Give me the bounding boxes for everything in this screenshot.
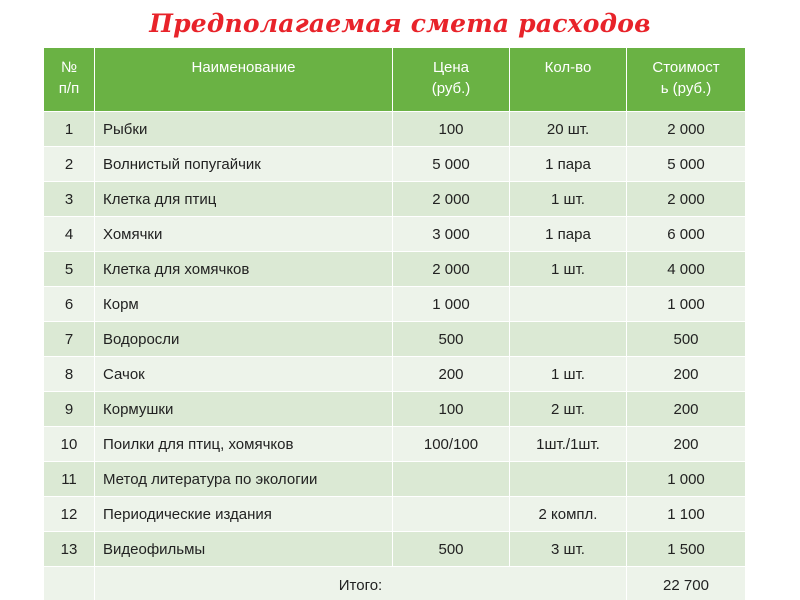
cell-cost: 200 xyxy=(627,392,746,427)
cell-price: 100/100 xyxy=(393,427,510,462)
cell-qty: 1шт./1шт. xyxy=(510,427,627,462)
cell-name: Поилки для птиц, хомячков xyxy=(95,427,393,462)
table-row xyxy=(44,392,746,427)
cell-num: 8 xyxy=(44,357,95,392)
cell-price: 500 xyxy=(393,532,510,567)
cell-cost: 500 xyxy=(627,322,746,357)
table-row xyxy=(44,322,746,357)
cell-qty: 2 компл. xyxy=(510,497,627,532)
cell-name: Хомячки xyxy=(95,217,393,252)
cell-qty xyxy=(510,287,627,322)
cell-num: 13 xyxy=(44,532,95,567)
cell-qty: 1 пара xyxy=(510,217,627,252)
cell-qty: 1 пара xyxy=(510,147,627,182)
table-row xyxy=(44,357,746,392)
table-row xyxy=(44,217,746,252)
cell-cost: 200 xyxy=(627,357,746,392)
cell-num: 6 xyxy=(44,287,95,322)
table-row xyxy=(44,112,746,147)
cell-name: Клетка для птиц xyxy=(95,182,393,217)
cell-price: 200 xyxy=(393,357,510,392)
cell-price: 100 xyxy=(393,112,510,147)
header-price: Цена (руб.) xyxy=(393,48,510,112)
cell-num: 12 xyxy=(44,497,95,532)
cell-num: 7 xyxy=(44,322,95,357)
cell-qty: 1 шт. xyxy=(510,357,627,392)
table-body xyxy=(44,112,746,600)
cell-qty: 1 шт. xyxy=(510,252,627,287)
cell-cost: 1 000 xyxy=(627,462,746,497)
cell-cost: 5 000 xyxy=(627,147,746,182)
slide-title: Предполагаемая смета расходов xyxy=(149,9,651,38)
estimate-table xyxy=(43,47,746,600)
total-cost: 22 700 xyxy=(627,567,746,600)
cell-price xyxy=(393,462,510,497)
cell-num: 3 xyxy=(44,182,95,217)
cell-cost: 200 xyxy=(627,427,746,462)
cell-price: 2 000 xyxy=(393,252,510,287)
table-row xyxy=(44,252,746,287)
header-qty: Кол-во xyxy=(510,48,627,112)
table-row xyxy=(44,147,746,182)
cell-price: 100 xyxy=(393,392,510,427)
cell-price: 2 000 xyxy=(393,182,510,217)
cell-name: Корм xyxy=(95,287,393,322)
cell-name: Волнистый попугайчик xyxy=(95,147,393,182)
cell-cost: 1 500 xyxy=(627,532,746,567)
cell-num: 9 xyxy=(44,392,95,427)
table-row xyxy=(44,427,746,462)
cell-name: Видеофильмы xyxy=(95,532,393,567)
cell-cost: 4 000 xyxy=(627,252,746,287)
cell-qty: 1 шт. xyxy=(510,182,627,217)
cell-name: Метод литература по экологии xyxy=(95,462,393,497)
header-row xyxy=(44,48,746,112)
cell-name: Периодические издания xyxy=(95,497,393,532)
table-header xyxy=(44,48,746,112)
cell-price: 5 000 xyxy=(393,147,510,182)
cell-num: 10 xyxy=(44,427,95,462)
cell-price: 500 xyxy=(393,322,510,357)
cell-price: 3 000 xyxy=(393,217,510,252)
total-label: Итого: xyxy=(95,567,627,600)
header-cost: Стоимост ь (руб.) xyxy=(627,48,746,112)
cell-name: Кормушки xyxy=(95,392,393,427)
cell-qty xyxy=(510,322,627,357)
table-row xyxy=(44,462,746,497)
cell-name: Рыбки xyxy=(95,112,393,147)
cell-num: 2 xyxy=(44,147,95,182)
cell-num: 5 xyxy=(44,252,95,287)
cell-cost: 1 000 xyxy=(627,287,746,322)
cell-cost: 2 000 xyxy=(627,112,746,147)
cell-cost: 2 000 xyxy=(627,182,746,217)
cell-price xyxy=(393,497,510,532)
table-row xyxy=(44,497,746,532)
cell-cost: 6 000 xyxy=(627,217,746,252)
total-row xyxy=(44,567,746,600)
table-row xyxy=(44,532,746,567)
cell-name: Клетка для хомячков xyxy=(95,252,393,287)
header-num: № п/п xyxy=(44,48,95,112)
cell-price: 1 000 xyxy=(393,287,510,322)
cell-qty: 2 шт. xyxy=(510,392,627,427)
cell-num: 11 xyxy=(44,462,95,497)
cell-qty: 20 шт. xyxy=(510,112,627,147)
header-name: Наименование xyxy=(95,48,393,112)
table-row xyxy=(44,182,746,217)
cell-qty: 3 шт. xyxy=(510,532,627,567)
table-row xyxy=(44,287,746,322)
total-empty-cell xyxy=(44,567,95,600)
cell-num: 1 xyxy=(44,112,95,147)
cell-cost: 1 100 xyxy=(627,497,746,532)
cell-name: Водоросли xyxy=(95,322,393,357)
cell-qty xyxy=(510,462,627,497)
cell-name: Сачок xyxy=(95,357,393,392)
cell-num: 4 xyxy=(44,217,95,252)
